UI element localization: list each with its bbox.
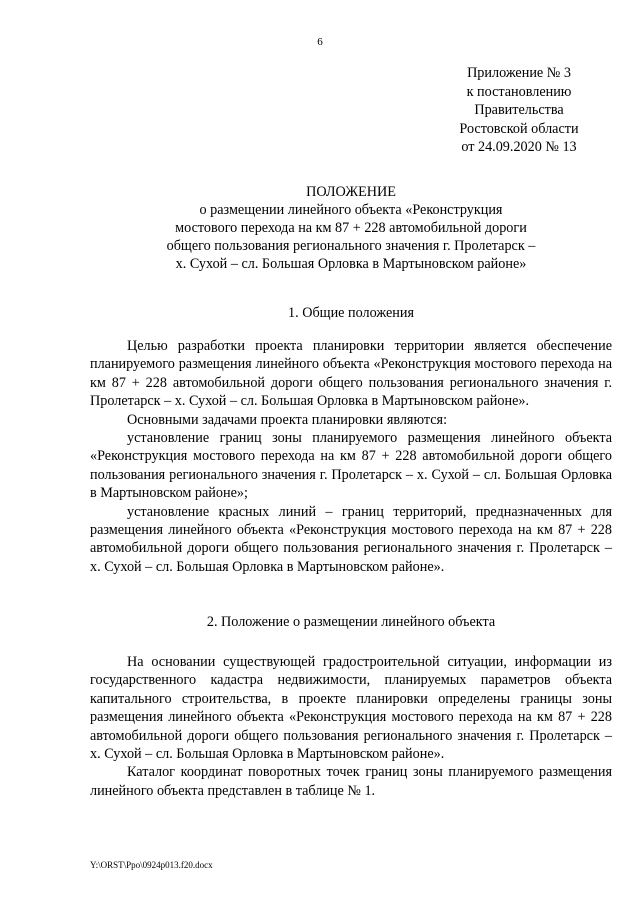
- title-line: х. Сухой – сл. Большая Орловка в Мартыновском районе»: [175, 256, 527, 272]
- title-line: о размещении линейного объекта «Реконструкция: [199, 202, 503, 218]
- paragraph: Каталог координат поворотных точек границ зоны планируемого размещения линейного объекта представлен в таблице № 1.: [90, 764, 612, 799]
- paragraph: Основными задачами проекта планировки являются:: [127, 411, 448, 428]
- paragraph: установление красных линий – границ территорий, предназначенных для размещения линейного объекта «Реконструкция мостового перехода на км 87 + 228 автомобильной дороги общего пользования регионального значения г. Пролетарск – х. Сухой – сл. Большая Орловка в Мартыновском районе».: [90, 503, 612, 575]
- appendix-line: Приложение № 3: [467, 65, 571, 81]
- section-2-heading: 2. Положение о размещении линейного объекта: [206, 614, 496, 630]
- section-2-body: [90, 653, 612, 800]
- appendix-block: [440, 64, 598, 157]
- paragraph: установление границ зоны планируемого размещения линейного объекта «Реконструкция мостового перехода на км 87 + 228 автомобильной дороги общего пользования регионального значения г. Пролетарск – х. Сухой – сл. Большая Орловка в Мартыновском районе»;: [90, 430, 612, 502]
- title-line: общего пользования регионального значения г. Пролетарск –: [166, 238, 536, 254]
- document-title: [90, 183, 612, 273]
- page-number: 6: [317, 36, 323, 48]
- title-heading: ПОЛОЖЕНИЕ: [306, 184, 396, 200]
- section-1-body: [90, 337, 612, 576]
- section-1-heading: 1. Общие положения: [288, 305, 414, 321]
- paragraph: Целью разработки проекта планировки территории является обеспечение планируемого размещения линейного объекта «Реконструкция мостового перехода на км 87 + 228 автомобильной дороги общего пользования регионального значения г. Пролетарск – х. Сухой – сл. Большая Орловка в Мартыновском районе».: [90, 338, 612, 410]
- appendix-line: от 24.09.2020 № 13: [461, 139, 577, 155]
- title-line: мостового перехода на км 87 + 228 автомобильной дороги: [175, 220, 527, 236]
- appendix-line: к постановлению: [466, 83, 572, 100]
- file-path-footer: Y:\ORST\Ppo\0924p013.f20.docx: [90, 860, 213, 870]
- appendix-line: Правительства: [474, 102, 564, 118]
- paragraph: На основании существующей градостроительной ситуации, информации из государственного кадастра недвижимости, планируемых параметров объекта капитального строительства, в проекте планировки определены границы зоны размещения линейного объекта «Реконструкция мостового перехода на км 87 + 228 автомобильной дороги общего пользования регионального значения г. Пролетарск – х. Сухой – сл. Большая Орловка в Мартыновском районе».: [90, 654, 612, 763]
- appendix-line: Ростовской области: [459, 120, 579, 137]
